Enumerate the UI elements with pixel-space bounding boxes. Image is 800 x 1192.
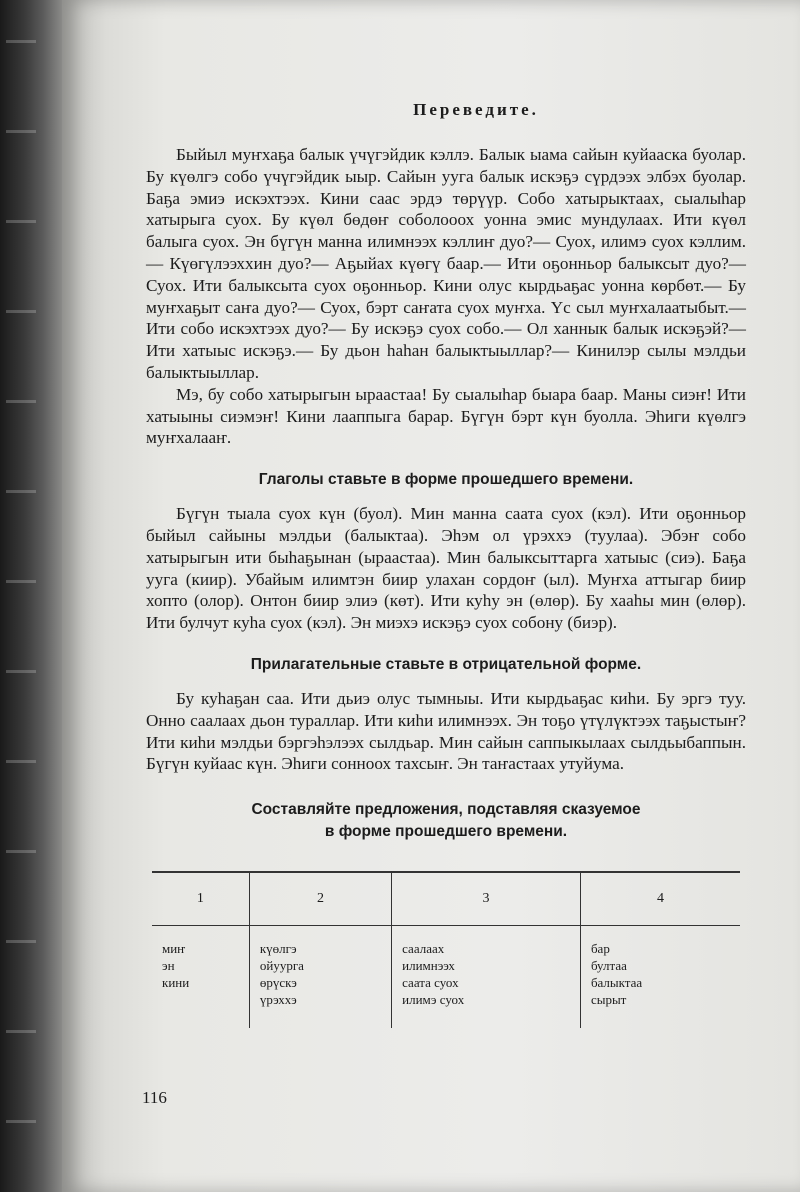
table-row <box>152 926 740 1029</box>
table-header-cell: 4 <box>580 872 740 926</box>
translate-paragraph-2: Мэ, бу собо хатырыгын ыраастаа! Бу сыалыһар быара баар. Маны сиэҥ! Ити хатыыны сиэмэҥ! Кини лааппыга барар. Бүгүн бэрт күн буолла. Эһиги күөлгэ муҥхалааҥ. <box>146 384 746 448</box>
cell-word: бултаа <box>590 958 627 974</box>
negative-form-paragraph: Бу куһаҕан саа. Ити дьиэ олус тымныы. Ити кырдьаҕас киһи. Бу эргэ туу. Онно саалаах дьон тураллар. Ити киһи илимнээх. Эн тоҕо үтүлүктээх таҕыстыҥ? Ити киһи мэлдьи бэргэһэлээх сылдьар. Мин сайын саппыкылаах сылдьыбаппын. Бүгүн куйаас күн. Эһиги сонноох тахсыҥ. Эн таҥастаах утуйума. <box>146 688 746 774</box>
cell-word: бар <box>590 941 610 957</box>
negative-form-heading: Прилагательные ставьте в отрицательной форме. <box>250 655 642 673</box>
translate-paragraph-1: Быйыл муҥхаҕа балык үчүгэйдик кэллэ. Балык ыама сайын куйааска буолар. Бу күөлгэ собо үчүгэйдик ыыр. Сайын ууга балык искэҕэ сүрдээх элбэх буолар. Баҕа эмиэ искэхтээх. Кини саас эрдэ төрүүр. Собо хатырыктаах, сыалыһар хатырыга суох. Бу күөл бөдөҥ соболооох уонна эмис мундулаах. Ити күөл балыга суох. Эн бүгүн манна илимнээх кэллиҥ дуо?— Суох, илимэ суох кэллим.— Күөгүлээххин дуо?— Аҕыйах күөгү баар.— Ити оҕонньор балыксыт дуо?— Суох. Ити балыксыта суох оҕонньор. Кини олус кырдьаҕас уонна көрбөт.— Бу муҥхаҕыт саҥа дуо?— Суох, бэрт саҥата суох муҥха. Үс сыл муҥхалаатыбыт.— Ити собо искэхтээх дуо?— Бу искэҕэ суох собо.— Ол ханнык балык искэҕэй?— Ити хатыыс искэҕэ.— Бу дьон һаһан балыктыыллар?— Кинилэр сылы мэлдьи балыктыыллар. <box>146 145 746 382</box>
column-2-cell <box>249 926 391 1029</box>
column-3-cell <box>392 926 581 1029</box>
cell-word: өрүскэ <box>259 975 297 991</box>
past-tense-paragraph: Бүгүн тыала суох күн (буол). Мин манна саата суох (кэл). Ити оҕонньор быйыл сайыны мэлдьи (балыктаа). Эһэм ол үрэххэ (туулаа). Эбэҥ собо хатырыгын ити быһаҕынан (ыраастаа). Мин балыксыттарга хатыыс (сиэ). Баҕа ууга (киир). Убайым илимтэн биир улахан сордоҥ (ыл). Муҥха аттыгар биир хопто (олор). Онтон биир элиэ (көт). Ити куһу эн (өлөр). Бу хааһы мин (өлөр). Ити булчут куһа суох (кэл). Эн миэхэ искэҕэ суох собону (биэр). <box>146 504 746 633</box>
cell-word: илимэ суох <box>402 992 465 1008</box>
column-1-cell <box>152 926 249 1029</box>
table-header-cell: 1 <box>152 872 249 926</box>
cell-word: эн <box>162 958 175 974</box>
cell-word: кини <box>162 975 190 991</box>
cell-word: миҥ <box>162 941 186 957</box>
table-heading <box>146 799 746 843</box>
table-heading-line-1: Составляйте предложения, подставляя сказуемое <box>251 801 641 819</box>
exercise-table <box>152 871 740 1028</box>
cell-word: саата суох <box>402 975 459 991</box>
table-heading-line-2: в форме прошедшего времени. <box>324 823 568 841</box>
page-content <box>146 100 746 1028</box>
table-header-row <box>152 872 740 926</box>
column-4-cell <box>580 926 740 1029</box>
table-header-cell: 2 <box>249 872 391 926</box>
book-spine <box>0 0 62 1192</box>
cell-word: саалаах <box>402 941 445 957</box>
cell-word: балыктаа <box>590 975 643 991</box>
book-page <box>62 0 800 1192</box>
cell-word: үрэххэ <box>259 992 297 1008</box>
cell-word: сырыт <box>590 992 627 1008</box>
cell-word: күөлгэ <box>259 941 297 957</box>
past-tense-heading: Глаголы ставьте в форме прошедшего времени. <box>258 471 634 489</box>
table-header-cell: 3 <box>392 872 581 926</box>
cell-word: илимнээх <box>402 958 455 974</box>
cell-word: ойуурга <box>259 958 304 974</box>
page-number: 116 <box>142 1088 167 1107</box>
page-title: Переведите. <box>413 100 539 119</box>
spine-ornament <box>6 40 36 1160</box>
